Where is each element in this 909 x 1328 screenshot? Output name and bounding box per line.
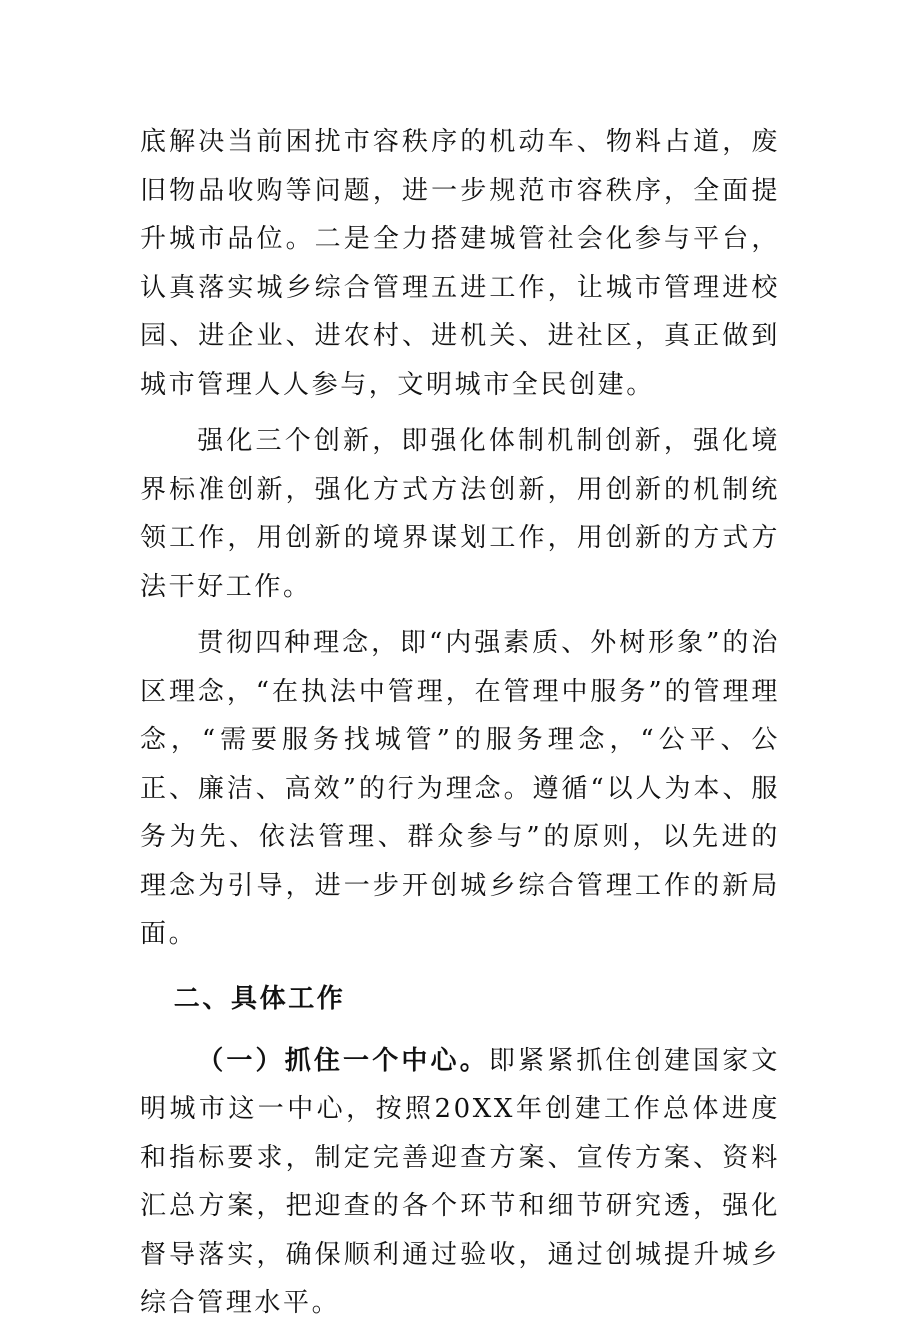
section-heading: 二、具体工作 — [173, 983, 346, 1014]
item-one-body: 即紧紧抓住创建国家文明城市这一中心，按照20XX年创建工作总体进度和指标要求，制定完善迎查方案、宣传方案、资料汇总方案，把迎查的各个环节和细节研究透，强化督导落实，确保顺利通过验收，通过创城提升城乡综合管理水平。 — [140, 1045, 780, 1318]
document-body — [140, 118, 780, 1328]
item-one-lead: （一）抓住一个中心。 — [197, 1045, 489, 1076]
paragraph-item-one — [140, 1037, 780, 1328]
paragraph-four-concepts: 贯彻四种理念，即“内强素质、外树形象”的治区理念，“在执法中管理，在管理中服务”的管理理念，“需要服务找城管”的服务理念，“公平、公正、廉洁、高效”的行为理念。遵循“以人为本、服务为先、依法管理、群众参与”的原则，以先进的理念为引导，进一步开创城乡综合管理工作的新局面。 — [140, 628, 780, 949]
paragraph-three-innovations: 强化三个创新，即强化体制机制创新，强化境界标准创新，强化方式方法创新，用创新的机制统领工作，用创新的境界谋划工作，用创新的方式方法干好工作。 — [140, 426, 780, 602]
paragraph-continuation: 底解决当前困扰市容秩序的机动车、物料占道，废旧物品收购等问题，进一步规范市容秩序，全面提升城市品位。二是全力搭建城管社会化参与平台，认真落实城乡综合管理五进工作，让城市管理进校园、进企业、进农村、进机关、进社区，真正做到城市管理人人参与，文明城市全民创建。 — [140, 127, 780, 400]
